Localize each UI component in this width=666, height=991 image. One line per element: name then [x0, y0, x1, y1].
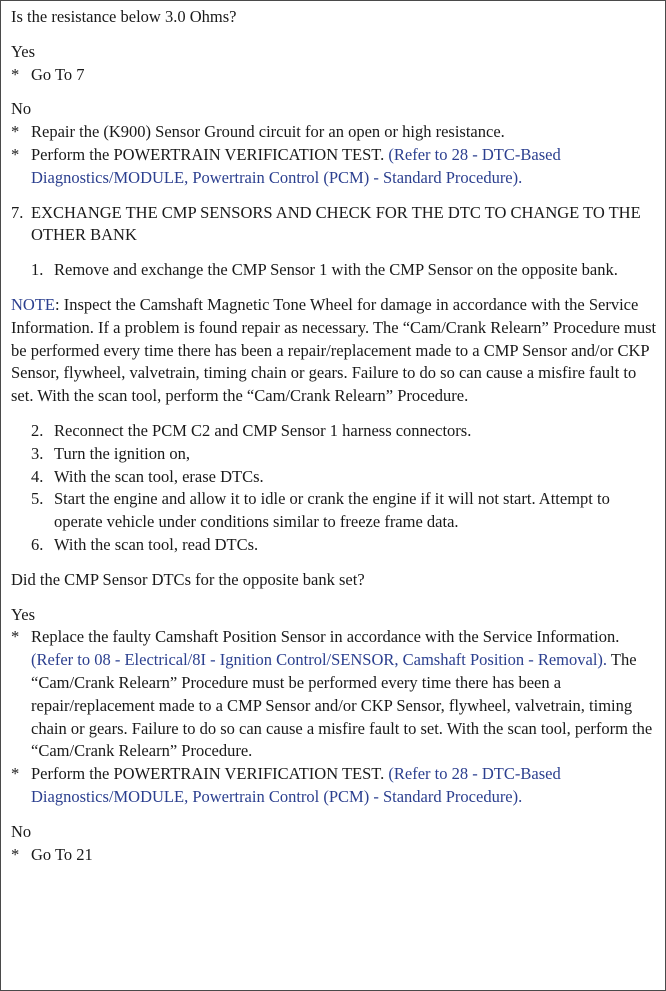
bullet-marker: *: [11, 764, 20, 784]
yes-2-item-1: [11, 626, 657, 763]
substep-number: 4.: [31, 466, 44, 486]
document-body: [11, 6, 657, 866]
verification-test-text: Perform the POWERTRAIN VERIFICATION TEST.: [31, 764, 385, 784]
note-label: NOTE: [11, 294, 55, 314]
question-opposite-bank: Did the CMP Sensor DTCs for the opposite bank set?: [11, 569, 365, 589]
step-title: EXCHANGE THE CMP SENSORS AND CHECK FOR THE DTC TO CHANGE TO THE OTHER BANK: [31, 202, 641, 245]
question-resistance: Is the resistance below 3.0 Ohms?: [11, 7, 237, 26]
bullet-marker: *: [11, 122, 20, 142]
relearn-text: The “Cam/Crank Relearn” Procedure must be performed every time there has been a repair/replacement made to a CMP Sensor and/or CKP Sensor, flywheel, valvetrain, timing chain or gears. Failure to do so can cause a misfire fault to set. With the scan tool, perform the “Cam/Crank Relearn” Procedure.: [31, 650, 653, 761]
yes-2-item-2: [11, 763, 657, 809]
substep-text: Start the engine and allow it to idle or crank the engine if it will not start. Attempt to operate vehicle under conditions similar to freeze frame data.: [54, 489, 610, 532]
substep-number: 5.: [31, 489, 44, 509]
substep-5: [11, 488, 657, 534]
repair-ground-text: Repair the (K900) Sensor Ground circuit for an open or high resistance.: [31, 122, 505, 142]
no-label-2: No: [11, 821, 32, 841]
no-1-item-2: [11, 144, 657, 190]
substep-6: [11, 534, 657, 557]
note-block: [11, 294, 657, 408]
goto-7: Go To 7: [31, 64, 85, 84]
no-1-item-1: [11, 121, 657, 144]
reference-link[interactable]: (Refer to 08 - Electrical/8I - Ignition Control/SENSOR, Camshaft Position - Removal).: [31, 650, 608, 670]
substep-text: With the scan tool, erase DTCs.: [54, 466, 264, 486]
reference-link[interactable]: (Refer to 28 - DTC-Based Diagnostics/MODULE, Powertrain Control (PCM) - Standard Procedure).: [31, 764, 561, 806]
note-text: : Inspect the Camshaft Magnetic Tone Wheel for damage in accordance with the Service Information. If a problem is found repair as necessary. The “Cam/Crank Relearn” Procedure must be performed every time there has been a repair/replacement made to a CMP Sensor and/or CKP Sensor, flywheel, valvetrain, timing chain or gears. Failure to do so can cause a misfire fault to set. With the scan tool, perform the “Cam/Crank Relearn” Procedure.: [11, 294, 657, 406]
step-number: 7.: [11, 202, 24, 222]
substep-2: [11, 420, 657, 443]
bullet-marker: *: [11, 64, 20, 84]
bullet-marker: *: [11, 627, 20, 647]
verification-test-text: Perform the POWERTRAIN VERIFICATION TEST.: [31, 144, 385, 164]
yes-label-1: Yes: [11, 41, 36, 61]
substep-number: 6.: [31, 534, 44, 554]
no-label-1: No: [11, 99, 32, 119]
substep-text: Turn the ignition on,: [54, 443, 190, 463]
step-7-heading: [11, 202, 657, 248]
replace-sensor-text: Replace the faulty Camshaft Position Sensor in accordance with the Service Information.: [31, 627, 620, 647]
bullet-marker: *: [11, 844, 20, 864]
substep-number: 3.: [31, 443, 44, 463]
substep-text: Reconnect the PCM C2 and CMP Sensor 1 harness connectors.: [54, 420, 472, 440]
substep-number: 1.: [31, 260, 44, 280]
no-2-item: [11, 844, 657, 867]
yes-label-2: Yes: [11, 604, 36, 624]
substep-text: Remove and exchange the CMP Sensor 1 with the CMP Sensor on the opposite bank.: [54, 260, 618, 280]
reference-link[interactable]: (Refer to 28 - DTC-Based Diagnostics/MODULE, Powertrain Control (PCM) - Standard Procedure).: [31, 144, 561, 187]
yes-1-item: [11, 64, 657, 87]
substep-number: 2.: [31, 420, 44, 440]
bullet-marker: *: [11, 144, 20, 164]
substep-text: With the scan tool, read DTCs.: [54, 534, 259, 554]
substep-4: [11, 466, 657, 489]
substep-3: [11, 443, 657, 466]
goto-21: Go To 21: [31, 844, 93, 864]
substep-1: [11, 259, 657, 282]
